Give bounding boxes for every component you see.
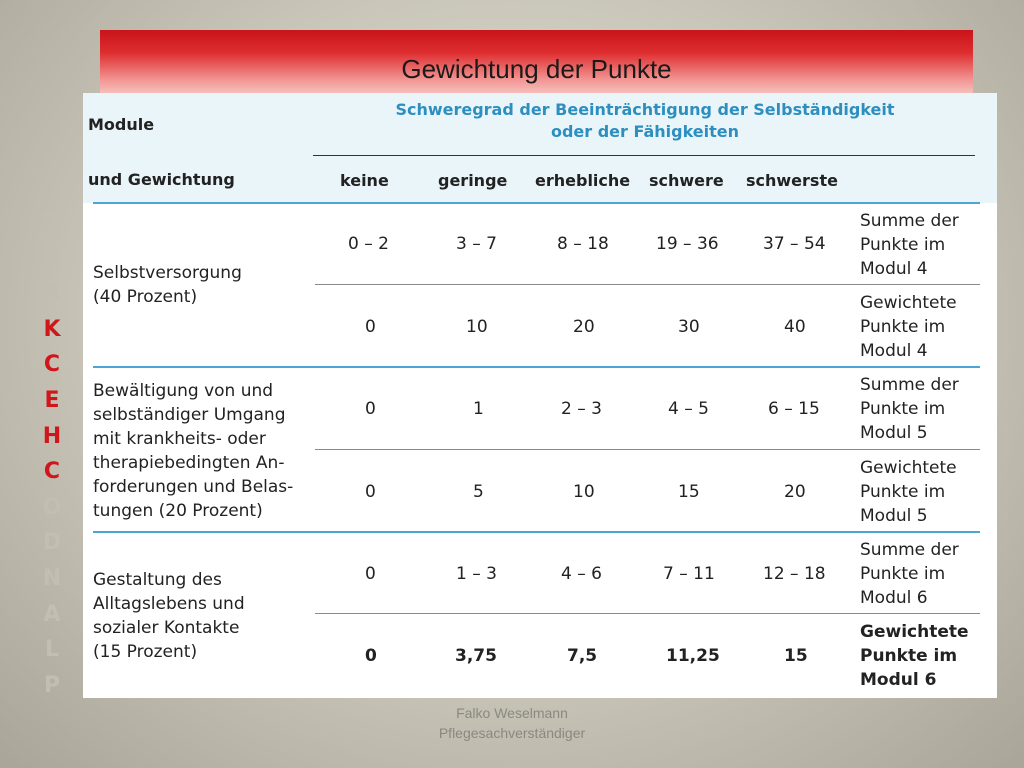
table-cell: 7,5	[567, 646, 598, 666]
table-cell: 11,25	[666, 646, 720, 666]
pdca-letter: A	[43, 281, 61, 307]
module-label-line: Gestaltung des	[93, 570, 222, 590]
row-description-line: Modul 6	[860, 670, 937, 690]
table-cell: 0 – 2	[348, 234, 389, 254]
table-cell: 5	[473, 482, 484, 502]
pdca-letter: H	[42, 423, 62, 449]
level-geringe: geringe	[438, 171, 508, 190]
level-schwerste: schwerste	[746, 171, 838, 190]
pdca-letter: C	[43, 459, 61, 485]
table-cell: 1 – 3	[456, 564, 497, 584]
module-label-line: Bewältigung von und	[93, 381, 274, 401]
points-table	[83, 93, 997, 698]
pdca-letter: D	[42, 530, 62, 556]
pdca-letter: T	[44, 210, 60, 235]
rule-module6-mid	[315, 613, 980, 614]
table-cell: 2 – 3	[561, 399, 602, 419]
table-cell: 3,75	[455, 646, 497, 666]
slide-title: Gewichtung der Punkte	[401, 54, 672, 84]
pdca-letter: O	[42, 494, 62, 520]
row-description-line: Punkte im	[860, 399, 946, 419]
severity-header-line2: oder der Fähigkeiten	[550, 122, 740, 141]
module-label-line: Selbstversorgung	[93, 263, 242, 283]
table-cell: 8 – 18	[557, 234, 609, 254]
module-label-line: sozialer Kontakte	[93, 618, 240, 638]
row-description-line: Punkte im	[860, 235, 946, 255]
table-cell: 7 – 11	[663, 564, 715, 584]
table-cell: 0	[365, 482, 376, 502]
table-cell: 37 – 54	[763, 234, 826, 254]
module-label-line: (15 Prozent)	[93, 642, 198, 662]
level-erhebliche: erhebliche	[535, 171, 631, 190]
rule-module5-end	[93, 531, 980, 533]
module-label-line: therapiebedingten An-	[93, 453, 285, 473]
row-description-line: Summe der	[860, 540, 959, 560]
pdca-letter: L	[44, 637, 60, 663]
rule-module4-mid	[315, 284, 980, 285]
table-cell: 19 – 36	[656, 234, 719, 254]
weighting-header: und Gewichtung	[88, 170, 235, 189]
row-description-line: Punkte im	[860, 482, 946, 502]
module-label-line: Alltagslebens und	[93, 594, 245, 614]
row-description-line: Modul 4	[860, 259, 928, 279]
row-description-line: Punkte im	[860, 646, 958, 666]
module-header: Module	[88, 115, 155, 134]
table-cell: 0	[365, 399, 376, 419]
row-description-line: Gewichtete	[860, 622, 969, 642]
pdca-letter: A	[43, 601, 61, 627]
row-description-line: Summe der	[860, 211, 959, 231]
module-label-line: forderungen und Belas-	[93, 477, 294, 497]
table-cell: 0	[365, 317, 376, 337]
module-label-line: (40 Prozent)	[93, 287, 198, 307]
table-cell: 12 – 18	[763, 564, 826, 584]
table-cell: 3 – 7	[456, 234, 497, 254]
table-cell: 40	[784, 317, 806, 337]
row-description-line: Punkte im	[860, 317, 946, 337]
table-cell: 15	[678, 482, 700, 502]
row-description-line: Modul 5	[860, 506, 928, 526]
row-description-line: Modul 4	[860, 341, 928, 361]
table-cell: 20	[784, 482, 806, 502]
rule-header	[93, 202, 980, 204]
table-cell: 6 – 15	[768, 399, 820, 419]
pdca-letter: C	[43, 245, 61, 271]
table-cell: 30	[678, 317, 700, 337]
row-description-line: Gewichtete	[860, 293, 957, 313]
table-cell: 10	[573, 482, 595, 502]
row-description-line: Modul 6	[860, 588, 928, 608]
table-cell: 10	[466, 317, 488, 337]
rule-module4-end	[93, 366, 980, 368]
row-description-line: Punkte im	[860, 564, 946, 584]
footer-author: Falko Weselmann	[456, 705, 568, 721]
module-label-line: mit krankheits- oder	[93, 429, 266, 449]
pdca-letter: K	[43, 316, 61, 342]
row-description-line: Modul 5	[860, 423, 928, 443]
pdca-letter: N	[42, 566, 62, 592]
row-description-line: Summe der	[860, 375, 959, 395]
module-label-line: tungen (20 Prozent)	[93, 501, 263, 521]
module-label-line: selbständiger Umgang	[93, 405, 286, 425]
footer-role: Pflegesachverständiger	[438, 725, 586, 741]
table-cell: 0	[365, 564, 376, 584]
table-cell: 15	[784, 646, 808, 666]
table-cell: 1	[473, 399, 484, 419]
row-description-line: Gewichtete	[860, 458, 957, 478]
severity-header-line1: Schweregrad der Beeinträchtigung der Selbständigkeit	[395, 100, 895, 119]
table-cell: 0	[365, 646, 377, 666]
pdca-vertical-label	[37, 212, 67, 697]
pdca-letter: C	[43, 352, 61, 378]
pdca-letter: P	[43, 672, 61, 698]
level-keine: keine	[340, 171, 389, 190]
rule-module5-mid	[315, 449, 980, 450]
level-schwere: schwere	[649, 171, 724, 190]
pdca-letter: E	[44, 388, 60, 414]
header-divider	[313, 155, 975, 156]
table-cell: 4 – 5	[668, 399, 709, 419]
table-cell: 20	[573, 317, 595, 337]
table-cell: 4 – 6	[561, 564, 602, 584]
